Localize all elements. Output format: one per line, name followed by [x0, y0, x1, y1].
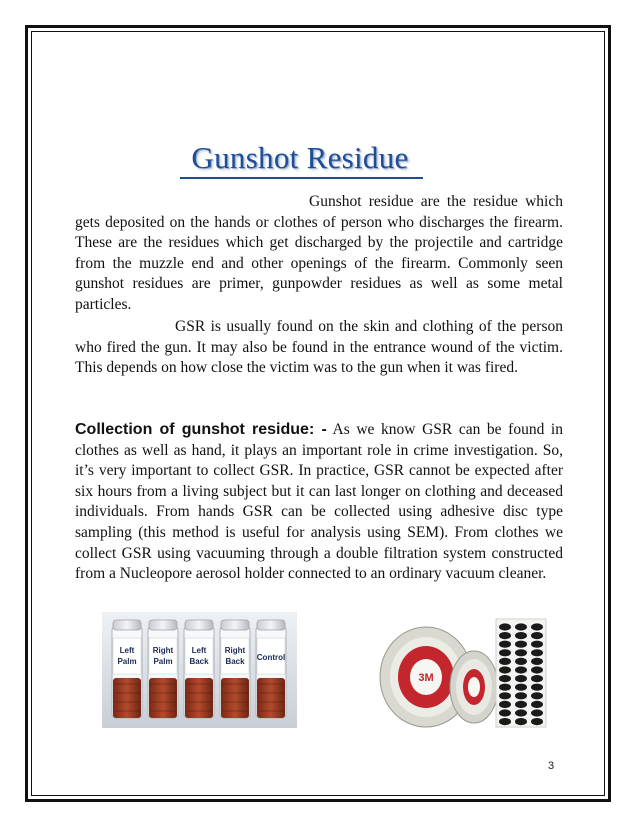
adhesive-disc	[531, 658, 543, 665]
vial	[112, 620, 142, 718]
adhesive-disc	[515, 623, 527, 630]
adhesive-disc	[499, 649, 511, 656]
adhesive-disc	[499, 692, 511, 699]
paragraph-collection	[75, 420, 563, 585]
adhesive-disc	[515, 701, 527, 708]
vial-label-line1: Right	[224, 646, 246, 655]
adhesive-disc	[531, 641, 543, 648]
adhesive-disc	[515, 718, 527, 725]
adhesive-disc	[515, 649, 527, 656]
adhesive-disc	[515, 709, 527, 716]
adhesive-disc	[531, 709, 543, 716]
collection-text: As we know GSR can be found in clothes as well as hand, it plays an important role in crime investigation. So, it’s very important to collect GSR. In practice, GSR cannot be expected after six hours from a living subject but it can last longer on clothing and deceased individuals. From hands GSR can be collected using adhesive disc type sampling (this method is useful for analysis using SEM). From clothes we collect GSR using vacuuming through a double filtration system constructed from a Nucleopore aerosol holder connected to an ordinary vacuum cleaner.	[75, 421, 563, 583]
vial-label-line2: Palm	[117, 657, 137, 666]
adhesive-disc	[531, 632, 543, 639]
sample-vials-photo	[102, 612, 297, 728]
vial-label-line2: Back	[189, 657, 209, 666]
vial-label-line1: Right	[152, 646, 174, 655]
adhesive-disc	[499, 718, 511, 725]
tape-brand-label: 3M	[418, 672, 434, 684]
adhesive-disc	[531, 692, 543, 699]
vial-label-line1: Left	[191, 646, 207, 655]
adhesive-tape-photo	[378, 617, 548, 729]
adhesive-disc	[531, 666, 543, 673]
adhesive-disc	[531, 684, 543, 691]
adhesive-disc	[499, 623, 511, 630]
vial-label-line1: Left	[119, 646, 135, 655]
adhesive-disc	[499, 666, 511, 673]
adhesive-disc	[531, 675, 543, 682]
page-number: 3	[548, 760, 555, 772]
adhesive-disc	[531, 701, 543, 708]
adhesive-disc	[499, 701, 511, 708]
adhesive-disc	[499, 632, 511, 639]
adhesive-disc	[531, 718, 543, 725]
vial	[184, 620, 214, 718]
paragraph-location: GSR is usually found on the skin and clothing of the person who fired the gun. It may also be found in the entrance wound of the victim. This depends on how close the victim was to the gun when it was fired.	[75, 318, 563, 377]
vial	[148, 620, 178, 718]
vial	[220, 620, 250, 718]
vial	[256, 620, 286, 718]
adhesive-disc	[515, 692, 527, 699]
adhesive-disc	[515, 666, 527, 673]
sample-vials-illustration	[102, 612, 297, 728]
adhesive-disc	[531, 623, 543, 630]
adhesive-disc	[499, 658, 511, 665]
adhesive-disc	[515, 658, 527, 665]
title-underline	[180, 177, 423, 179]
vial-label-line2: Back	[225, 657, 245, 666]
vial-label-line1: Control	[256, 653, 286, 662]
vial-label-line2: Palm	[153, 657, 173, 666]
adhesive-tape-illustration	[378, 617, 548, 729]
page-title: Gunshot Residue	[191, 140, 409, 175]
adhesive-disc	[499, 684, 511, 691]
adhesive-disc	[515, 641, 527, 648]
collection-heading: Collection of gunshot residue: -	[75, 421, 327, 438]
adhesive-disc	[515, 632, 527, 639]
adhesive-disc	[515, 675, 527, 682]
paragraph-intro: Gunshot residue are the residue which gets deposited on the hands or clothes of person who discharges the firearm. These are the residues which get discharged by the projectile and cartridge from the muzzle end and other openings of the firearm. Commonly seen gunshot residues are primer, gunpowder residues as well as some metal particles.	[75, 193, 563, 313]
adhesive-disc	[515, 684, 527, 691]
adhesive-disc	[499, 709, 511, 716]
adhesive-disc	[499, 641, 511, 648]
adhesive-disc	[531, 649, 543, 656]
adhesive-disc	[499, 675, 511, 682]
